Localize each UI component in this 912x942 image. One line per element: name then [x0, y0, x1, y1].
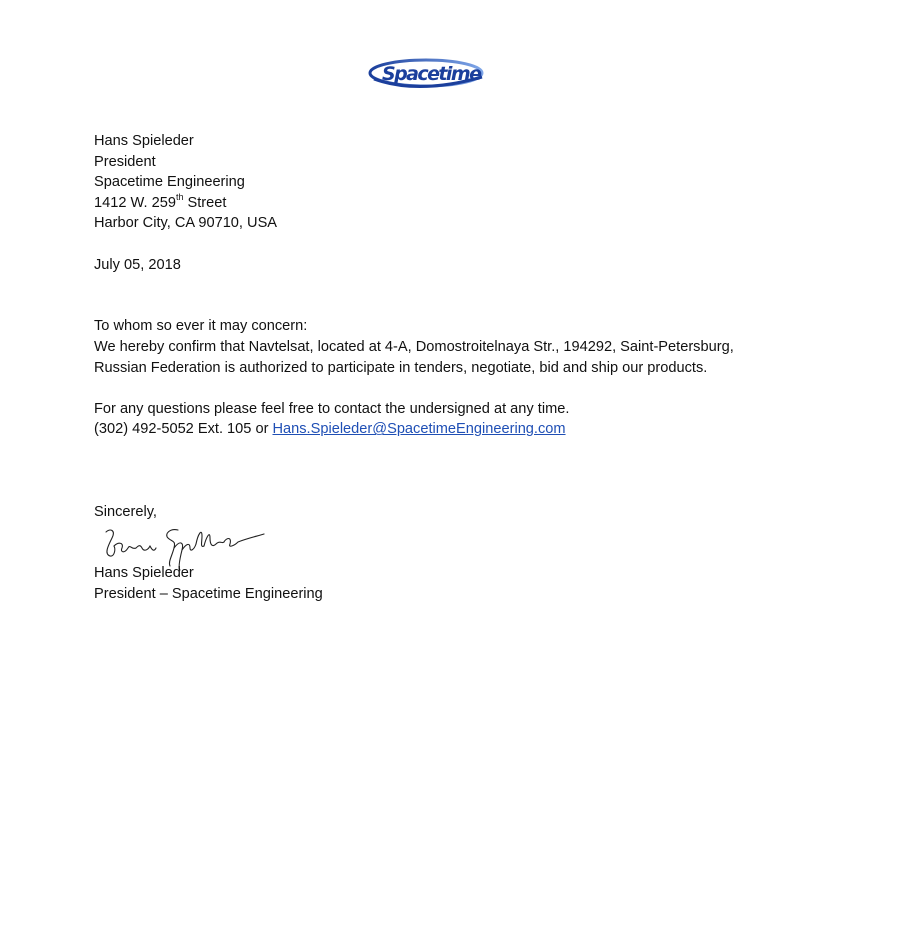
spacetime-logo	[368, 55, 488, 95]
street-ordinal: th	[175, 191, 184, 202]
street-suffix: Street	[183, 194, 227, 211]
salutation: To whom so ever it may concern:	[94, 318, 308, 335]
spacetime-logo-icon	[368, 55, 488, 95]
paragraph1-line1: We hereby confirm that Navtelsat, located at 4-A, Domostroitelnaya Str., 194292, Saint-Petersburg,	[94, 338, 734, 355]
paragraph1-line2: Russian Federation is authorized to participate in tenders, negotiate, bid and ship our products.	[94, 359, 708, 376]
sender-title: President	[94, 153, 156, 170]
svg-text:Spacetime: Spacetime	[382, 63, 482, 85]
closing-title: President – Spacetime Engineering	[94, 585, 323, 602]
closing-name: Hans Spieleder	[94, 565, 194, 582]
sender-name: Hans Spieleder	[94, 133, 194, 149]
sender-street	[94, 193, 874, 214]
contact-line	[94, 419, 874, 440]
letter-date: July 05, 2018	[94, 256, 181, 273]
email-link[interactable]: Hans.Spieleder@SpacetimeEngineering.com	[272, 421, 566, 438]
valediction: Sincerely,	[94, 503, 157, 520]
paragraph2-line1: For any questions please feel free to contact the undersigned at any time.	[94, 400, 570, 417]
letter-body	[94, 131, 874, 604]
sender-city: Harbor City, CA 90710, USA	[94, 215, 278, 232]
phone-text: (302) 492-5052 Ext. 105 or	[94, 421, 273, 438]
street-prefix: 1412 W. 259	[94, 194, 176, 211]
sender-company: Spacetime Engineering	[94, 174, 245, 191]
